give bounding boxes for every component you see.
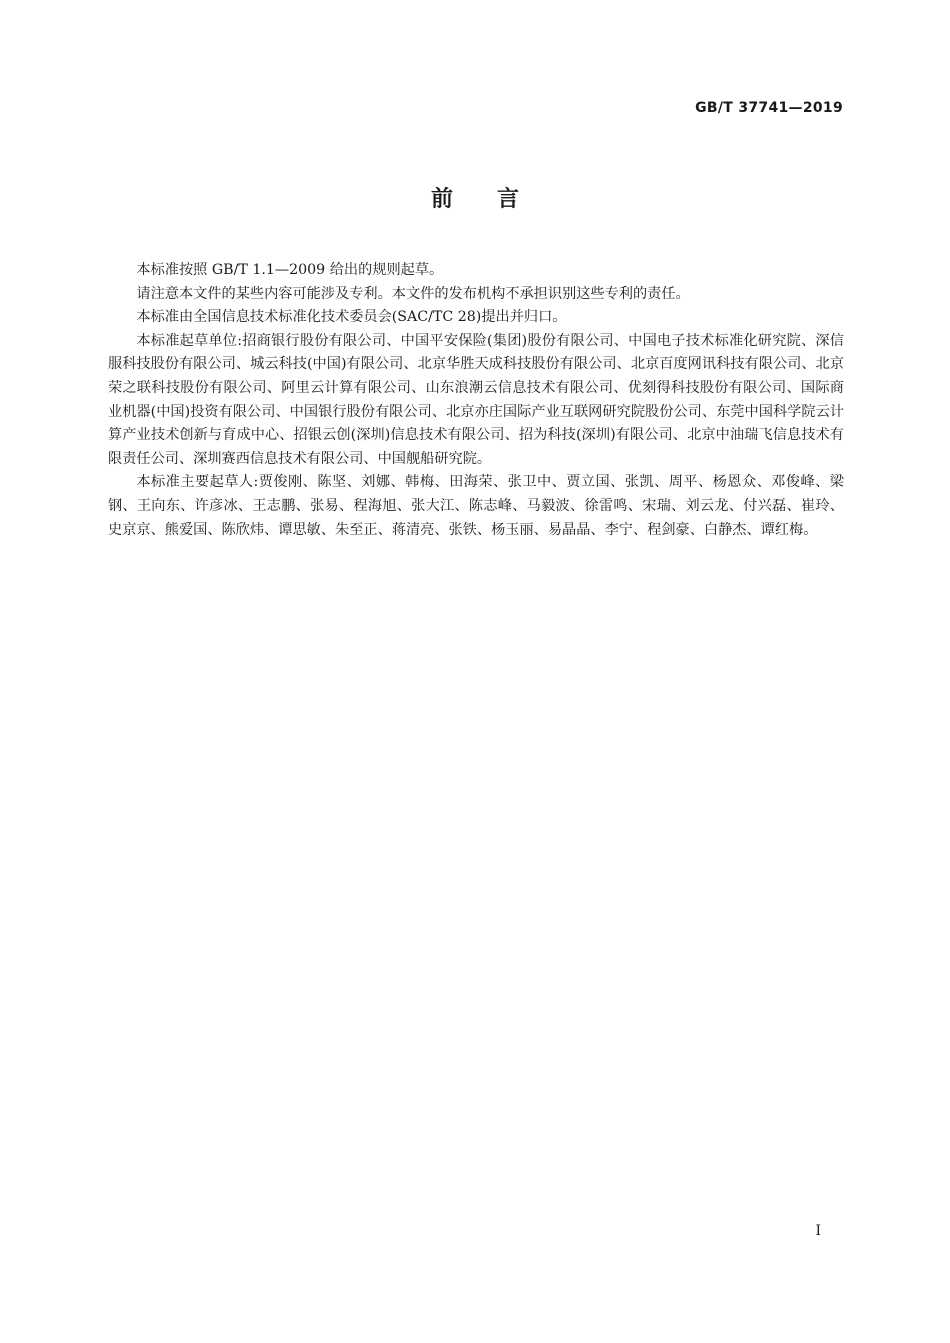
paragraph-proposer: 本标准由全国信息技术标准化技术委员会(SAC/TC 28)提出并归口。 [136,309,567,326]
paragraph-drafting-rules: 本标准按照 GB/T 1.1—2009 给出的规则起草。 [136,262,444,278]
foreword-body [108,259,844,542]
standard-code: GB/T 37741—2019 [695,100,843,116]
page-title: 前言 [430,187,563,212]
paragraph-patent-notice: 请注意本文件的某些内容可能涉及专利。本文件的发布机构不承担识别这些专利的责任。 [136,285,690,302]
page-number: I [815,1223,821,1239]
paragraph-drafting-units: 本标准起草单位:招商银行股份有限公司、中国平安保险(集团)股份有限公司、中国电子技术标准化研究院、深信服科技股份有限公司、城云科技(中国)有限公司、北京华胜天成科技股份有限公司、北京百度网讯科技有限公司、北京荣之联科技股份有限公司、阿里云计算有限公司、山东浪潮云信息技术有限公司、优刻得科技股份有限公司、国际商业机器(中国)投资有限公司、中国银行股份有限公司、北京亦庄国际产业互联网研究院股份公司、东莞中国科学院云计算产业技术创新与育成中心、招银云创(深圳)信息技术有限公司、招为科技(深圳)有限公司、北京中油瑞飞信息技术有限责任公司、深圳赛西信息技术有限公司、中国舰船研究院。 [108,332,844,467]
paragraph-drafters: 本标准主要起草人:贾俊刚、陈坚、刘娜、韩梅、田海荣、张卫中、贾立国、张凯、周平、杨恩众、邓俊峰、梁钢、王向东、许彦冰、王志鹏、张易、程海旭、张大江、陈志峰、马毅波、徐雷鸣、宋瑞、刘云龙、付兴磊、崔玲、史京京、熊爱国、陈欣炜、谭思敏、朱至正、蒋清亮、张铁、杨玉丽、易晶晶、李宁、程剑豪、白静杰、谭红梅。 [108,474,844,538]
